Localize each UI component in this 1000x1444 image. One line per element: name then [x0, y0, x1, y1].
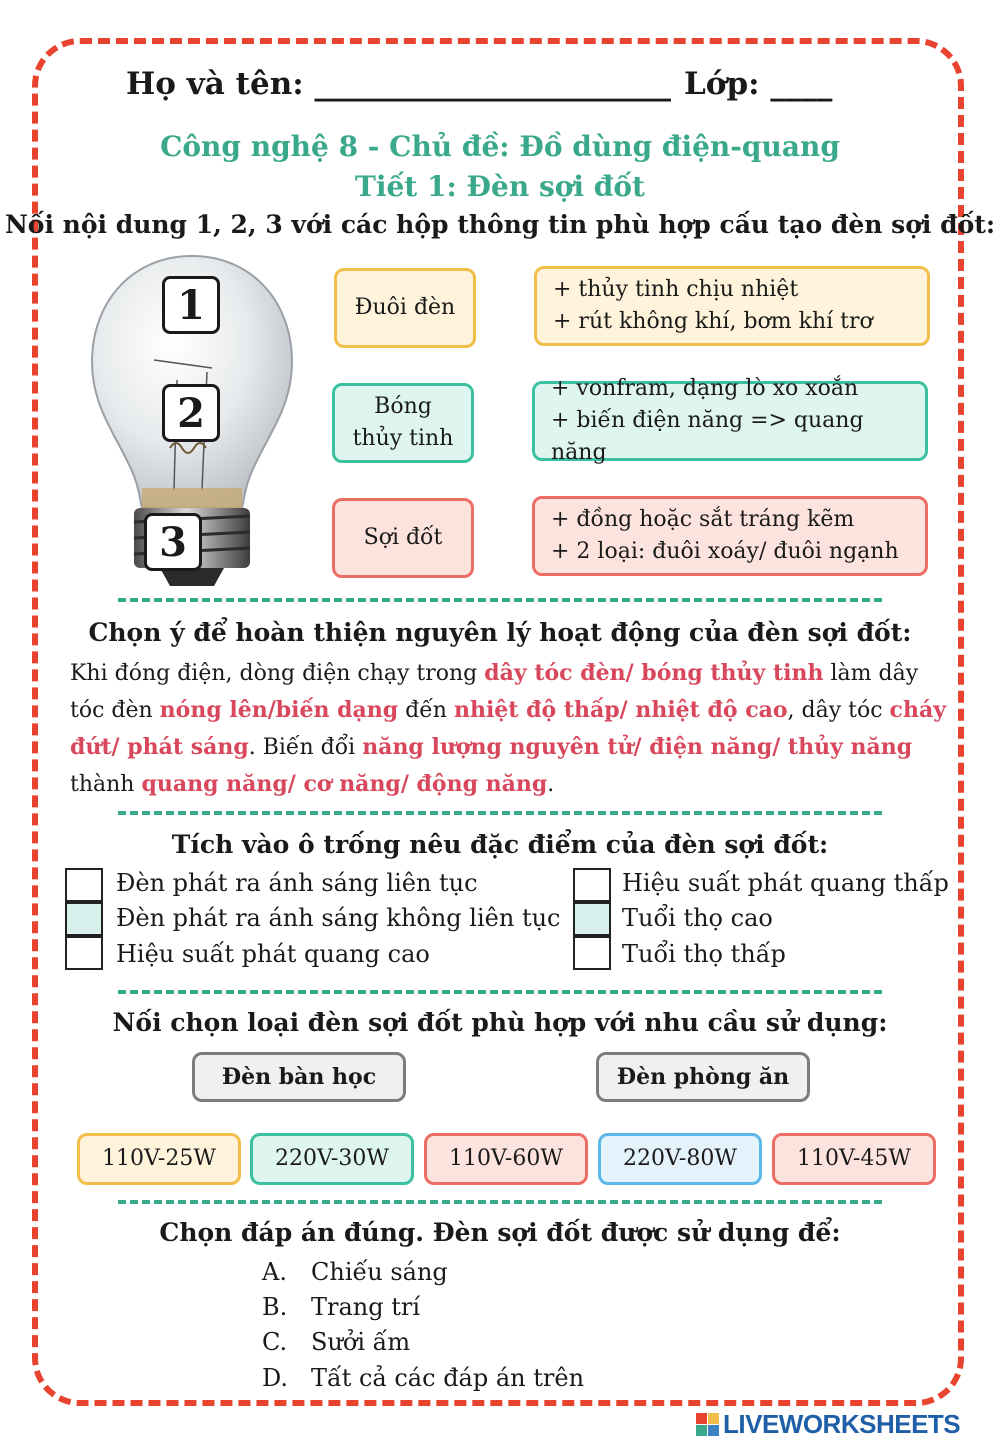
part-box-lamp-base[interactable]: Đuôi đèn [334, 268, 476, 348]
rating-110v-60w[interactable]: 110V-60W [424, 1133, 588, 1185]
info-box-2[interactable] [532, 376, 928, 465]
label-low-efficiency: Hiệu suất phát quang thấp [622, 869, 949, 897]
info-box-3[interactable] [532, 496, 928, 576]
rating-110v-45w[interactable]: 110V-45W [772, 1133, 936, 1185]
label-discontinuous-light: Đèn phát ra ánh sáng không liên tục [116, 904, 561, 932]
section-divider [118, 598, 882, 602]
checkbox-long-lifespan[interactable] [573, 902, 611, 936]
section4-instruction: Nối chọn loại đèn sợi đốt phù hợp với nhu cầu sử dụng: [112, 1008, 888, 1037]
info-2-line-1: + vonfram, dạng lò xo xoắn [551, 376, 859, 401]
info-2-line-2: + biến điện năng => quang năng [551, 408, 864, 465]
label-long-lifespan: Tuổi thọ cao [622, 904, 773, 932]
principle-text: làm dây tóc đèn [70, 661, 919, 723]
choice-filament-result[interactable]: cháy đứt/ phát sáng [70, 697, 946, 760]
principle-text: thành [70, 772, 142, 797]
info-1-line-2: + rút không khí, bơm khí trơ [553, 309, 873, 334]
choice-energy-output[interactable]: quang năng/ cơ năng/ động năng [141, 771, 548, 797]
liveworksheets-logo [696, 1409, 960, 1440]
section-divider [118, 1200, 882, 1204]
option-c[interactable]: Sưởi ấm [311, 1328, 411, 1356]
checkbox-continuous-light[interactable] [65, 868, 103, 902]
use-desk-lamp[interactable]: Đèn bàn học [192, 1052, 406, 1102]
principle-text: Khi đóng điện, dòng điện chạy trong [70, 661, 485, 686]
checkbox-short-lifespan[interactable] [573, 936, 611, 970]
principle-text: đến [398, 698, 454, 723]
logo-blocks-icon [696, 1413, 719, 1436]
part-box-filament[interactable]: Sợi đốt [332, 498, 474, 578]
principle-paragraph [70, 655, 950, 803]
option-letter-c: C. [262, 1328, 288, 1356]
option-letter-b: B. [262, 1293, 288, 1321]
choice-current-path[interactable]: dây tóc đèn/ bóng thủy tinh [484, 660, 824, 686]
class-field-label: Lớp: ____ [684, 66, 833, 102]
section-divider [118, 990, 882, 994]
section2-instruction: Chọn ý để hoàn thiện nguyên lý hoạt động của đèn sợi đốt: [88, 618, 912, 647]
part-number-3[interactable]: 3 [144, 513, 202, 571]
logo-text: LIVEWORKSHEETS [723, 1409, 961, 1439]
rating-220v-30w[interactable]: 220V-30W [250, 1133, 414, 1185]
use-dining-room-lamp[interactable]: Đèn phòng ăn [596, 1052, 810, 1102]
checkbox-high-efficiency[interactable] [65, 936, 103, 970]
option-letter-a: A. [262, 1258, 287, 1286]
label-high-efficiency: Hiệu suất phát quang cao [116, 940, 430, 968]
page-title: Công nghệ 8 - Chủ đề: Đồ dùng điện-quang [160, 130, 840, 163]
checkbox-low-efficiency[interactable] [573, 868, 611, 902]
info-1-line-1: + thủy tinh chịu nhiệt [553, 277, 799, 302]
choice-energy-source[interactable]: năng lượng nguyên tử/ điện năng/ thủy năng [362, 734, 913, 760]
choice-filament-effect[interactable]: nóng lên/biến dạng [159, 697, 399, 723]
part-number-2[interactable]: 2 [162, 384, 220, 442]
option-d[interactable]: Tất cả các đáp án trên [311, 1364, 585, 1392]
principle-text: . Biến đổi [248, 735, 363, 760]
section3-instruction: Tích vào ô trống nêu đặc điểm của đèn sợi đốt: [171, 830, 829, 859]
option-b[interactable]: Trang trí [311, 1293, 421, 1321]
info-3-line-1: + đồng hoặc sắt tráng kẽm [551, 507, 855, 532]
part-box-glass-bulb[interactable]: Bóng thủy tinh [332, 383, 474, 463]
section5-instruction: Chọn đáp án đúng. Đèn sợi đốt được sử dụng để: [159, 1218, 841, 1247]
rating-110v-25w[interactable]: 110V-25W [77, 1133, 241, 1185]
section-divider [118, 811, 882, 815]
lesson-title: Tiết 1: Đèn sợi đốt [355, 170, 645, 203]
option-letter-d: D. [262, 1364, 289, 1392]
choice-temperature[interactable]: nhiệt độ thấp/ nhiệt độ cao [453, 697, 788, 723]
option-a[interactable]: Chiếu sáng [311, 1258, 448, 1286]
info-3-line-2: + 2 loại: đuôi xoáy/ đuôi ngạnh [551, 539, 899, 564]
principle-text: , dây tóc [787, 698, 890, 723]
rating-220v-80w[interactable]: 220V-80W [598, 1133, 762, 1185]
label-continuous-light: Đèn phát ra ánh sáng liên tục [116, 869, 478, 897]
checkbox-discontinuous-light[interactable] [65, 902, 103, 936]
label-short-lifespan: Tuổi thọ thấp [622, 940, 786, 968]
section1-instruction: Nối nội dung 1, 2, 3 với các hộp thông tin phù hợp cấu tạo đèn sợi đốt: [4, 210, 996, 239]
part-number-1[interactable]: 1 [162, 276, 220, 334]
principle-text: . [547, 772, 555, 797]
info-box-1[interactable] [534, 266, 930, 346]
name-field-label: Họ và tên: _______________________ [126, 66, 671, 102]
